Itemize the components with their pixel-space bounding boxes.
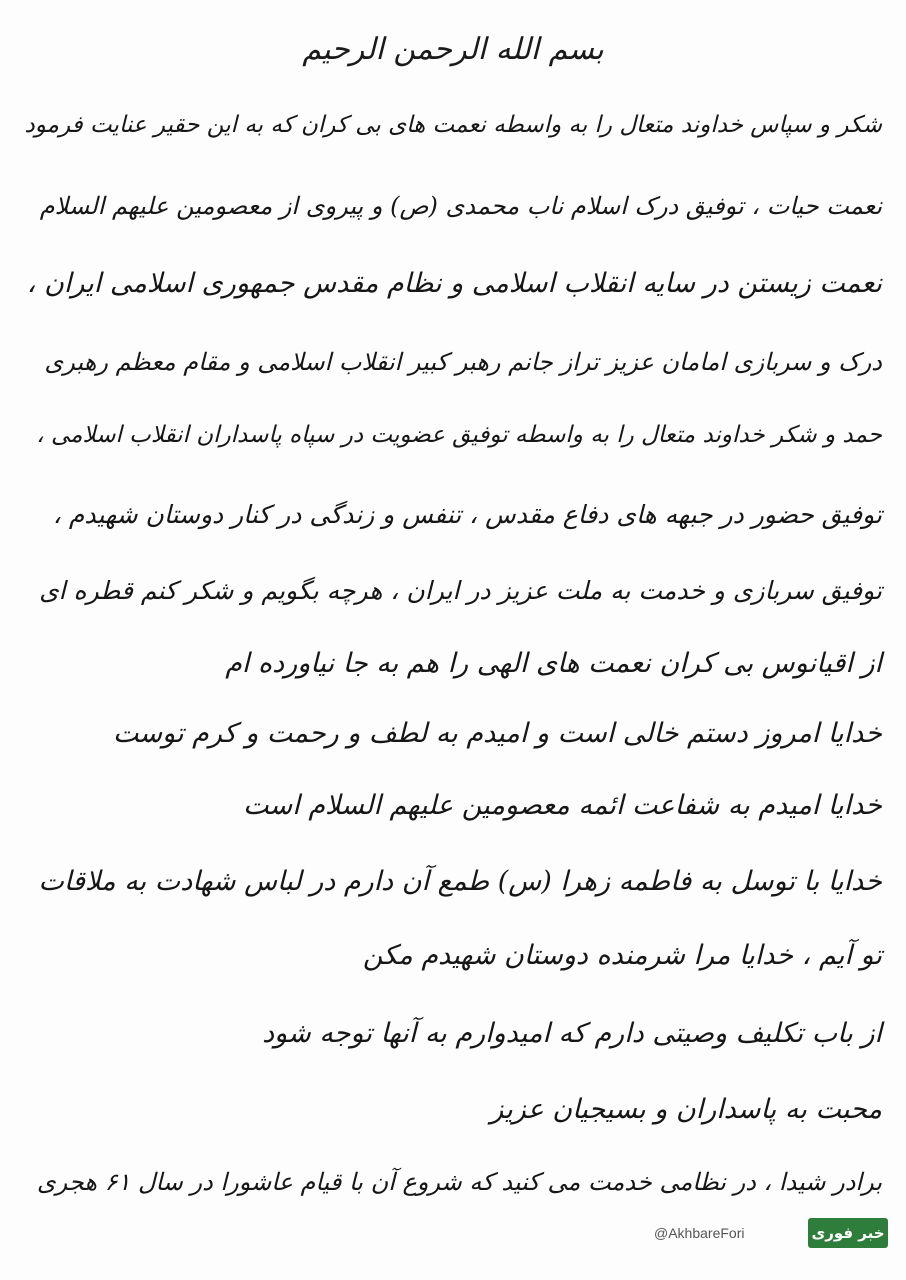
letter-line: خدایا امیدم به شفاعت ائمه معصومین علیهم السلام است <box>243 790 882 821</box>
source-handle: @AkhbareFori <box>654 1225 745 1241</box>
letter-heading: بسم الله الرحمن الرحیم <box>302 32 604 67</box>
letter-line: نعمت حیات ، توفیق درک اسلام ناب محمدی (ص) و پیروی از معصومین علیهم السلام <box>39 192 882 220</box>
letter-line: خدایا امروز دستم خالی است و امیدم به لطف و رحمت و کرم توست <box>112 718 882 749</box>
letter-line: خدایا با توسل به فاطمه زهرا (س) طمع آن دارم در لباس شهادت به ملاقات <box>38 866 882 897</box>
letter-line: از اقیانوس بی کران نعمت های الهی را هم به جا نیاورده ام <box>225 648 882 679</box>
letter-line: حمد و شکر خداوند متعال را به واسطه توفیق عضویت در سپاه پاسداران انقلاب اسلامی ، <box>36 422 882 448</box>
letter-line: شکر و سپاس خداوند متعال را به واسطه نعمت های بی کران که به این حقیر عنایت فرمود <box>24 112 882 138</box>
letter-line: توفیق حضور در جبهه های دفاع مقدس ، تنفس و زندگی در کنار دوستان شهیدم ، <box>52 500 882 529</box>
letter-line: درک و سربازی امامان عزیز تراز جانم رهبر کبیر انقلاب اسلامی و مقام معظم رهبری <box>44 348 882 376</box>
letter-line: از باب تکلیف وصیتی دارم که امیدوارم به آنها توجه شود <box>262 1018 882 1049</box>
letter-line: تو آیم ، خدایا مرا شرمنده دوستان شهیدم مکن <box>362 940 882 971</box>
letter-line: برادر شیدا ، در نظامی خدمت می کنید که شروع آن با قیام عاشورا در سال ۶۱ هجری <box>36 1168 882 1196</box>
letter-line: محبت به پاسداران و بسیجیان عزیز <box>490 1094 882 1125</box>
letter-line: نعمت زیستن در سایه انقلاب اسلامی و نظام مقدس جمهوری اسلامی ایران ، <box>26 268 882 299</box>
source-logo: خبر فوری <box>808 1218 888 1248</box>
letter-line: توفیق سربازی و خدمت به ملت عزیز در ایران ، هرچه بگویم و شکر کنم قطره ای <box>39 576 882 605</box>
